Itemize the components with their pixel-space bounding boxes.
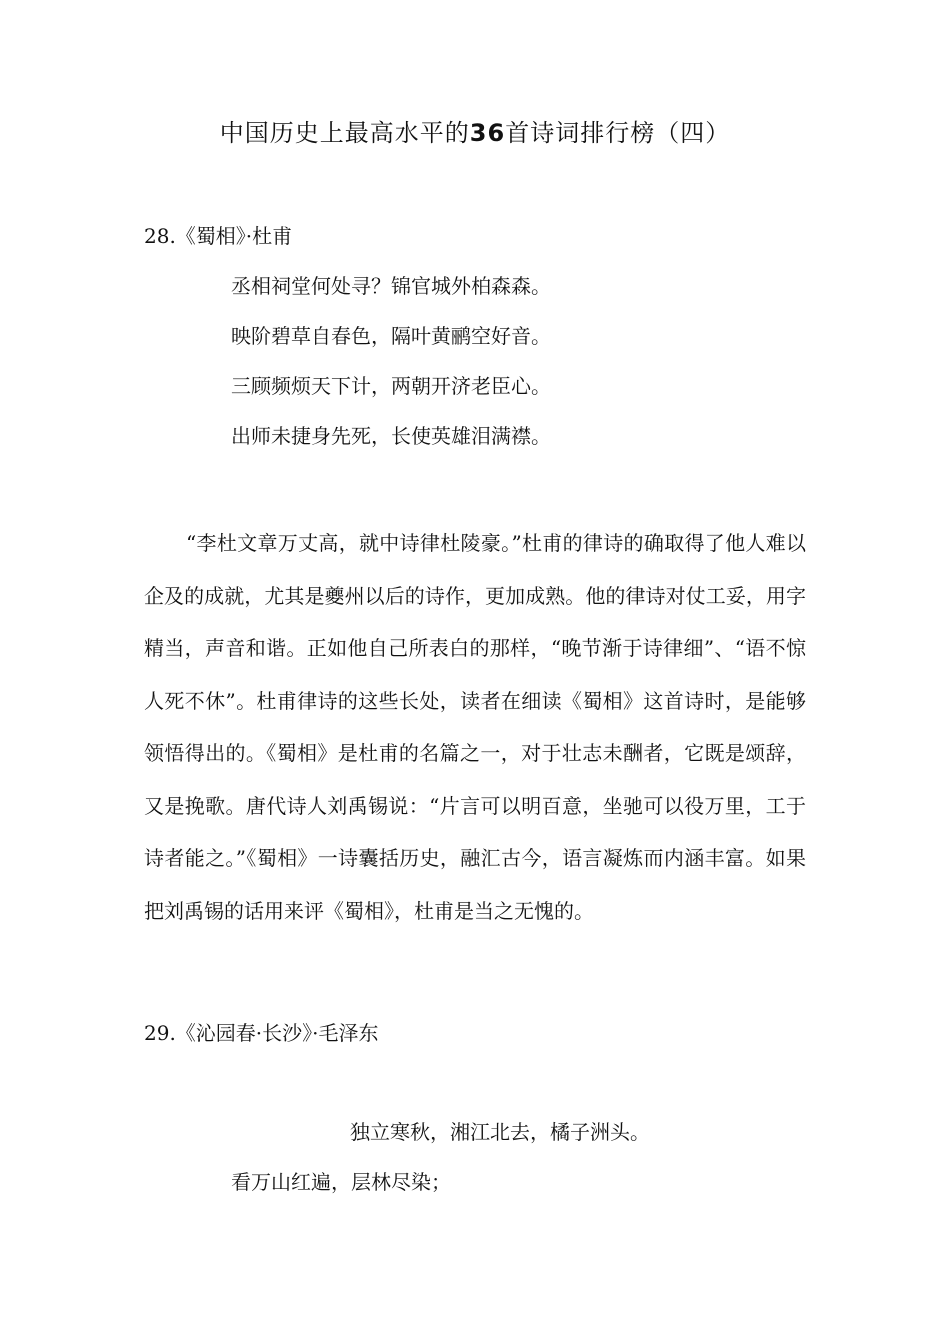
- poem-28-line: 三顾频烦天下计，两朝开济老臣心。: [231, 374, 551, 398]
- poem-29-line: 独立寒秋，湘江北去，橘子洲头。: [350, 1120, 650, 1144]
- poem-28-heading: 28.《蜀相》·杜甫: [144, 224, 293, 248]
- document-title-number: 36: [469, 119, 506, 147]
- poem-29-heading: 29.《沁园春·长沙》·毛泽东: [144, 1021, 379, 1045]
- poem-28-line: 出师未捷身先死，长使英雄泪满襟。: [231, 424, 551, 448]
- document-title: [0, 116, 950, 150]
- poem-28-line: 丞相祠堂何处寻？锦官城外柏森森。: [231, 274, 551, 298]
- document-title-suffix: 首诗词排行榜（四）: [505, 119, 731, 147]
- poem-28-commentary: “李杜文章万丈高，就中诗律杜陵豪。”杜甫的律诗的确取得了他人难以企及的成就，尤其是夔州以后的诗作，更加成熟。他的律诗对仗工妥，用字精当，声音和谐。正如他自己所表白的那样，“晚节渐于诗律细”、“语不惊人死不休”。杜甫律诗的这些长处，读者在细读《蜀相》这首诗时，是能够领悟得出的。《蜀相》是杜甫的名篇之一，对于壮志未酬者，它既是颂辞，又是挽歌。唐代诗人刘禹锡说：“片言可以明百意，坐驰可以役万里，工于诗者能之。”《蜀相》一诗囊括历史，融汇古今，语言凝炼而内涵丰富。如果把刘禹锡的话用来评《蜀相》，杜甫是当之无愧的。: [144, 531, 806, 923]
- poem-28-line: 映阶碧草自春色，隔叶黄鹂空好音。: [231, 324, 551, 348]
- document-title-prefix: 中国历史上最高水平的: [219, 119, 470, 147]
- poem-29-line: 看万山红遍，层林尽染；: [231, 1170, 451, 1194]
